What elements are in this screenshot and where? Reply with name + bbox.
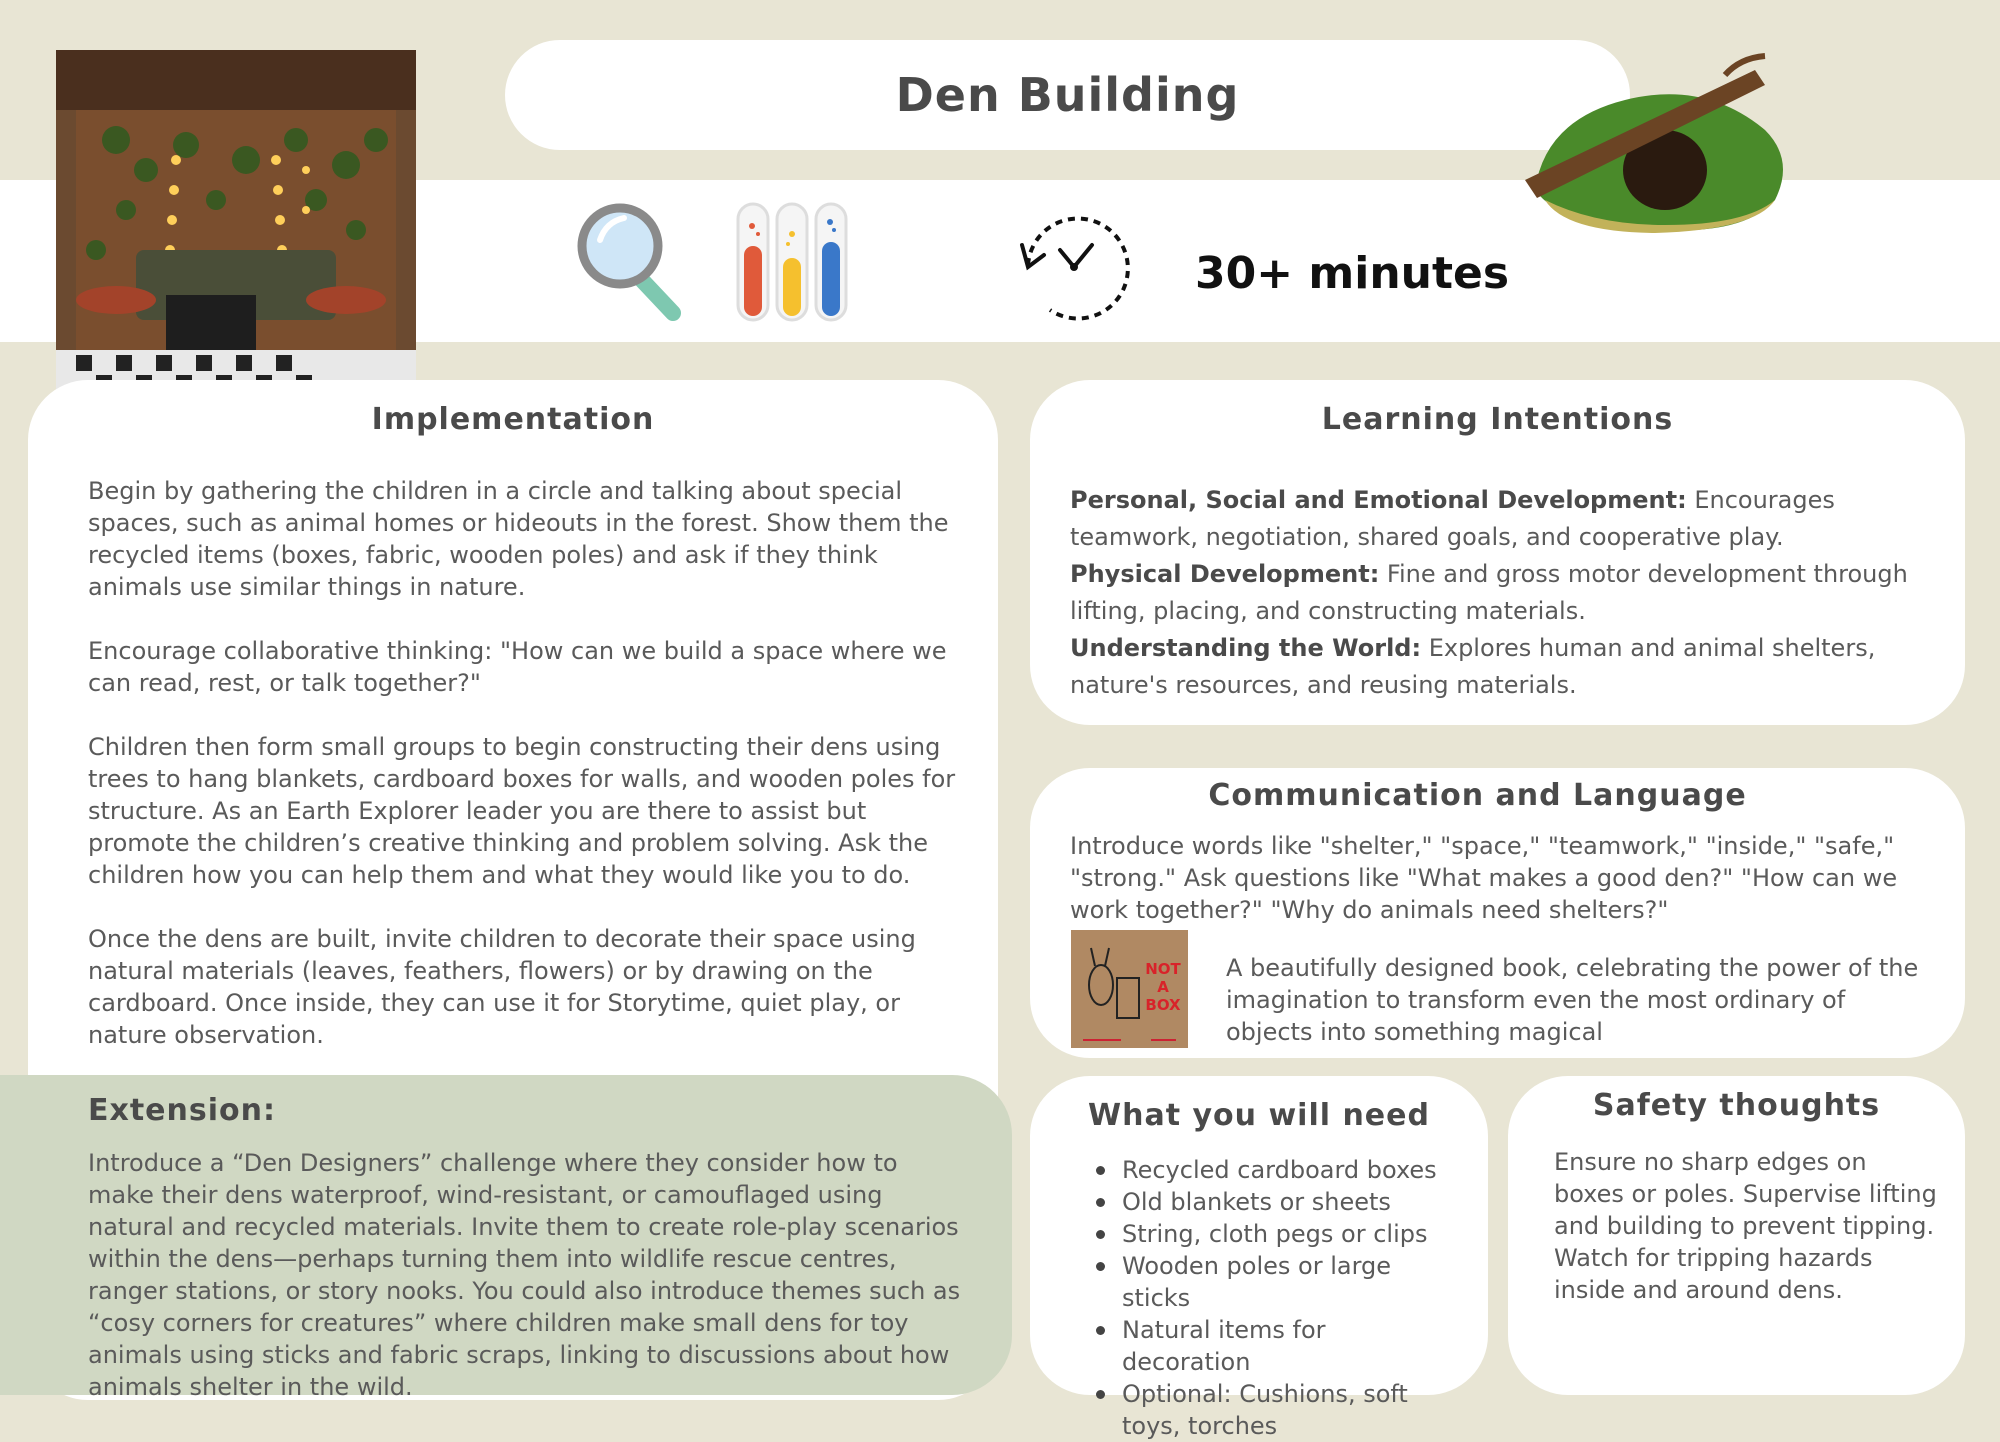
learning-label: Physical Development: [1070, 560, 1380, 588]
learning-intentions-card [1030, 380, 1965, 725]
implementation-paragraph: Encourage collaborative thinking: "How can we build a space where we can read, rest, or talk together?" [88, 637, 947, 697]
learning-text: Fine and gross motor development through lifting, placing, and constructing materials. [1070, 560, 1908, 625]
implementation-paragraph: Children then form small groups to begin constructing their dens using trees to hang blankets, cardboard boxes for walls, and wooden poles for structure. As an Earth Explorer leader you are there to assist but promote the children’s creative thinking and problem solving. Ask the children how you can help them and what they would like you to do. [88, 733, 956, 889]
test-tubes-icon [732, 200, 852, 325]
communication-body: Introduce words like "shelter," "space," "teamwork," "inside," "safe," "strong." Ask questions like "What makes a good den?" "How can we work together?" "Why do animals need shelters?" [1070, 832, 1898, 924]
what-you-need-card [1030, 1076, 1488, 1440]
learning-item-physical [1070, 556, 1930, 630]
book-cover-title: NOT A BOX [1145, 960, 1181, 1014]
list-item: Recycled cardboard boxes [1090, 1154, 1460, 1186]
learning-text: Encourages teamwork, negotiation, shared goals, and cooperative play. [1070, 486, 1835, 551]
title-banner [505, 40, 1630, 150]
book-cover-image [1071, 930, 1188, 1048]
extension-body: Introduce a “Den Designers” challenge where they consider how to make their dens waterproof, wind-resistant, or camouflaged using natural and recycled materials. Invite them to create role-play scenarios within the dens—perhaps turning them into wildlife rescue centres, ranger stations, or story nooks. You could also introduce themes such as “cosy corners for creatures” where children make small dens for toy animals using sticks and fabric scraps, linking to discussions about how animals shelter in the wild. [88, 1149, 961, 1401]
learning-label: Understanding the World: [1070, 634, 1422, 662]
list-item: Old blankets or sheets [1090, 1186, 1460, 1218]
implementation-paragraph: Once the dens are built, invite children to decorate their space using natural materials (leaves, feathers, flowers) or by drawing on the cardboard. Once inside, they can use it for Storytime, quiet play, or nature observation. [88, 925, 916, 1049]
list-item: Optional: Cushions, soft toys, torches [1090, 1378, 1460, 1442]
need-title: What you will need [1088, 1098, 1430, 1133]
den-illustration [1525, 50, 1795, 235]
implementation-body [88, 475, 968, 1083]
safety-body: Ensure no sharp edges on boxes or poles. Supervise lifting and building to prevent tipping. Watch for tripping hazards inside and around dens. [1554, 1148, 1937, 1304]
communication-title: Communication and Language [1208, 778, 1747, 813]
extension-panel [0, 1075, 1012, 1401]
need-list [1090, 1154, 1460, 1442]
learning-item-psed [1070, 482, 1930, 556]
implementation-title: Implementation [371, 402, 655, 437]
book-description: A beautifully designed book, celebrating the power of the imagination to transform even the most ordinary of objects into something magical [1226, 954, 1919, 1046]
learning-item-world [1070, 630, 1930, 704]
implementation-paragraph: Begin by gathering the children in a circle and talking about special spaces, such as animal homes or hideouts in the forest. Show them the recycled items (boxes, fabric, wooden poles) and ask if they think animals use similar things in nature. [88, 477, 949, 601]
learning-text: Explores human and animal shelters, nature's resources, and reusing materials. [1070, 634, 1876, 699]
learning-body [1070, 482, 1930, 704]
magnifying-glass-icon [578, 200, 688, 325]
clock-icon [1010, 205, 1135, 330]
learning-title: Learning Intentions [1321, 402, 1674, 437]
list-item: Wooden poles or large sticks [1090, 1250, 1460, 1314]
learning-label: Personal, Social and Emotional Development: [1070, 486, 1687, 514]
den-photo [56, 50, 416, 410]
extension-title: Extension: [88, 1093, 276, 1128]
list-item: String, cloth pegs or clips [1090, 1218, 1460, 1250]
safety-title: Safety thoughts [1592, 1088, 1881, 1123]
safety-card [1508, 1076, 1965, 1395]
page-title: Den Building [895, 68, 1240, 122]
duration-label: 30+ minutes [1195, 248, 1510, 299]
list-item: Natural items for decoration [1090, 1314, 1460, 1378]
